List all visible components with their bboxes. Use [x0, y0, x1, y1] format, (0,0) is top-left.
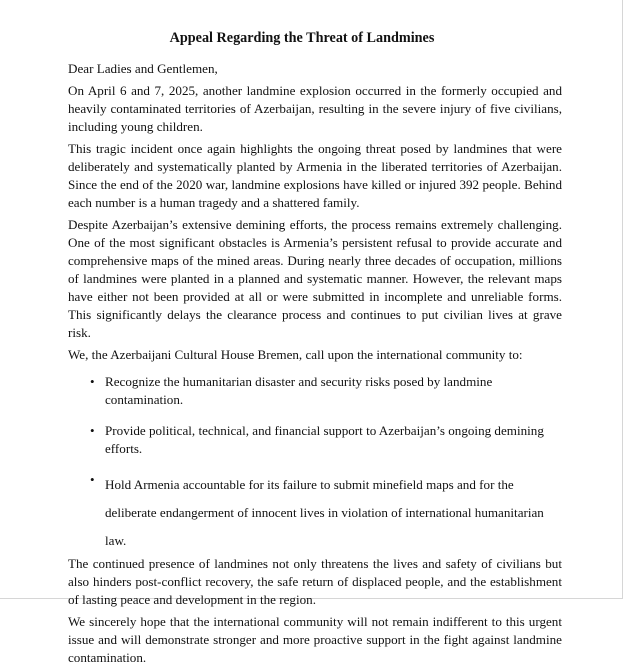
document-body	[68, 60, 562, 671]
list-item	[68, 422, 562, 458]
demand-text: Hold Armenia accountable for its failure to submit minefield maps and for the deliberate endangerment of innocent lives in violation of international humanitarian law.	[105, 477, 544, 548]
demands-list	[68, 373, 562, 555]
demand-text: Recognize the humanitarian disaster and security risks posed by landmine contamination.	[105, 374, 493, 407]
document-title: Appeal Regarding the Threat of Landmines	[169, 30, 435, 46]
bullet-icon: •	[90, 423, 95, 438]
paragraph-incident: On April 6 and 7, 2025, another landmine explosion occurred in the formerly occupied and heavily contaminated territories of Azerbaijan, resulting in the severe injury of five civilians, including young children.	[68, 83, 562, 134]
demand-text: Provide political, technical, and financial support to Azerbaijan’s ongoing demining efforts.	[105, 423, 544, 456]
bullet-icon: •	[90, 472, 95, 487]
paragraph-threat: This tragic incident once again highlights the ongoing threat posed by landmines that were deliberately and systematically planted by Armenia in the liberated territories of Azerbaijan. Since the end of the 2020 war, landmine explosions have killed or injured 392 people. Behind each number is a human tragedy and a shattered family.	[68, 141, 562, 210]
paragraph-call: We, the Azerbaijani Cultural House Bremen, call upon the international community to:	[68, 347, 523, 362]
paragraph-consequences: The continued presence of landmines not only threatens the lives and safety of civilians but also hinders post-conflict recovery, the safe return of displaced people, and the establishment of lasting peace and development in the region.	[68, 556, 562, 607]
list-item	[68, 373, 562, 409]
list-item	[68, 471, 562, 555]
greeting: Dear Ladies and Gentlemen,	[68, 61, 218, 76]
paragraph-hope: We sincerely hope that the international community will not remain indifferent to this urgent issue and will demonstrate stronger and more proactive support in the fight against landmine contamination.	[68, 614, 562, 665]
bullet-icon: •	[90, 374, 95, 389]
paragraph-obstacles: Despite Azerbaijan’s extensive demining efforts, the process remains extremely challenging. One of the most significant obstacles is Armenia’s persistent refusal to provide accurate and comprehensive maps of the mined areas. During nearly three decades of occupation, millions of landmines were planted in a planned and systematic manner. However, the relevant maps have either not been provided at all or were submitted in incomplete and unreliable forms. This significantly delays the clearance process and continues to put civilian lives at grave risk.	[68, 217, 562, 340]
